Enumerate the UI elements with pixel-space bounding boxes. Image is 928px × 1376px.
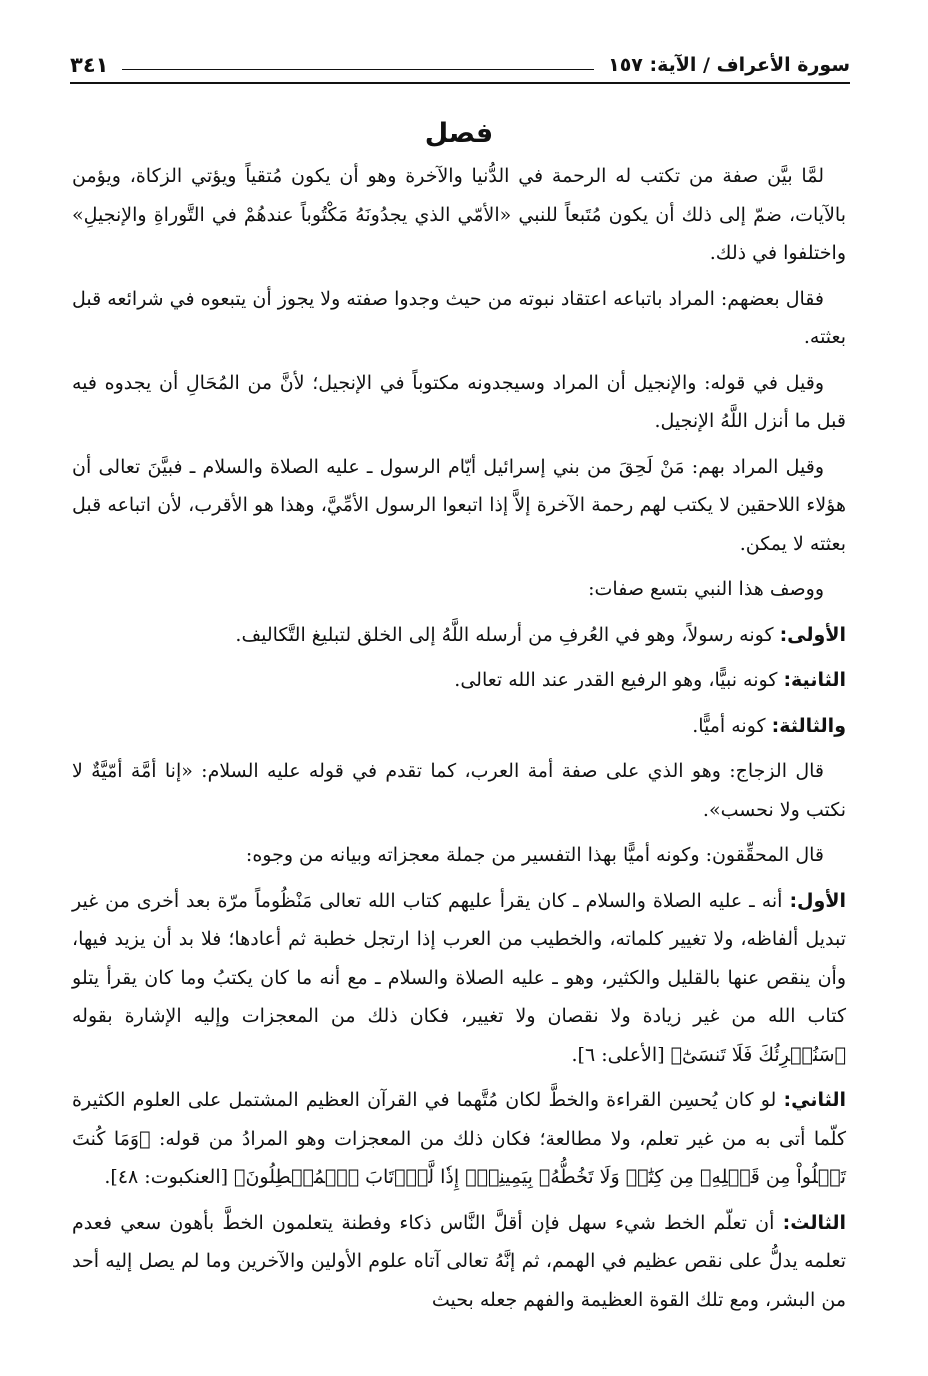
attribute-third — [72, 707, 846, 746]
aspect-label: الأول: — [789, 889, 846, 912]
paragraph-second-opinion — [72, 364, 846, 441]
paragraph-muhaqqiqun — [72, 836, 846, 875]
attribute-label: الثانية: — [783, 669, 846, 691]
paragraph-text: لمَّا بيَّن صفة من تكتب له الرحمة في الدُّنيا والآخرة وهو أن يكون مُتقياً ويؤتي الزكاة، ويؤمن بالآيات، ضمّ إلى ذلك أن يكون مُتَبعاً للنبي «الأمّي الذي يجدُونَهُ مَكْتُوباً عندهُمْ في التَّوراةِ والإنجيلِ» واختلفوا في ذلك. — [72, 165, 846, 264]
paragraph-text: لو كان يُحسِن القراءة والخطَّ لكان مُتَّهما في القرآن العظيم المشتمل على العلوم الكثيرة كلّما أتى به من غير تعلم، ولا مطالعة؛ فكان ذلك من المعجزات وهو المرادُ من قوله: ﴿وَمَا كُنتَ تَتۡلُواْ مِن قَبۡلِهِۦ مِن كِتَٰبٖ وَلَا تَخُطُّهُۥ بِيَمِينِكَۖ إِذٗا لَّٱرۡتَابَ ٱلۡمُبۡطِلُونَ﴾ [العنكبوت: ٤٨]. — [72, 1089, 846, 1188]
paragraph-text: كونه رسولاً، وهو في العُرفِ من أرسله اللَّهُ إلى الخلق لتبليغ التَّكاليف. — [235, 623, 774, 646]
section-title: فصل — [424, 118, 494, 149]
paragraph-text: كونه نبيًّا، وهو الرفيع القدر عند الله تعالى. — [454, 669, 778, 691]
attribute-second — [72, 661, 846, 700]
surah-verse-title: سورة الأعراف / الآية: ١٥٧ — [608, 54, 850, 76]
aspect-label: الثاني: — [783, 1089, 846, 1111]
paragraph-text: فقال بعضهم: المراد باتباعه اعتقاد نبوته من حيث وجدوا صفته ولا يجوز أن يتبعوه في شرائعه قبل بعثته. — [72, 287, 846, 348]
paragraph-text: ووصف هذا النبي بتسع صفات: — [588, 578, 824, 600]
paragraph-third-opinion — [72, 448, 846, 564]
attribute-label: الأولى: — [779, 623, 846, 646]
header-leader-line — [122, 69, 594, 70]
paragraph-zajjaj — [72, 752, 846, 829]
paragraph-text: كونه أميًّا. — [692, 714, 766, 737]
paragraph-text: قال الزجاج: وهو الذي على صفة أمة العرب، كما تقدم في قوله عليه السلام: «إنا أمَّة أمّيَّةٌ لا نكتب ولا نحسب». — [72, 760, 846, 821]
running-header — [70, 38, 850, 84]
attribute-label: والثالثة: — [771, 714, 846, 737]
aspect-first — [72, 882, 846, 1075]
paragraph-text: وقيل في قوله: والإنجيل أن المراد وسيجدونه مكتوباً في الإنجيل؛ لأنَّ من المُحَالِ أن يجدوه فيه قبل ما أنزل اللَّهُ الإنجيل. — [72, 371, 846, 432]
paragraph-text: وقيل المراد بهم: مَنْ لَحِقَ من بني إسرائيل أيّام الرسول ـ عليه الصلاة والسلام ـ فبيَّنَ تعالى أن هؤلاء اللاحقين لا يكتب لهم رحمة الآخرة إلاَّ إذا اتبعوا الرسول الأمِّيَّ، وهذا هو الأقرب، لأن اتباعه قبل بعثته لا يمكن. — [72, 455, 846, 555]
page-number: ٣٤١ — [70, 53, 109, 77]
aspect-second — [72, 1081, 846, 1197]
aspect-label: الثالث: — [782, 1211, 846, 1234]
attribute-first — [72, 616, 846, 655]
page-body — [72, 118, 846, 1326]
paragraph-first-opinion — [72, 280, 846, 357]
aspect-third — [72, 1204, 846, 1320]
paragraph-nine-attributes — [72, 570, 846, 609]
paragraph-text: أن تعلّم الخط شيء سهل فإن أقلَّ النَّاس ذكاء وفطنة يتعلمون الخطَّ بأهون سعي فعدم تعلمه يدلُّ على نقص عظيم في الهمم، ثم إنَّهُ تعالى آتاه علوم الأولين والآخرين وما لم يصل إليه أحد من البشر، ومع تلك القوة العظيمة والفهم جعله بحيث — [72, 1211, 846, 1311]
paragraph-text: قال المحقِّقون: وكونه أميًّا بهذا التفسير من جملة معجزاته وبيانه من وجوه: — [245, 844, 824, 866]
paragraph-intro — [72, 157, 846, 273]
paragraph-text: أنه ـ عليه الصلاة والسلام ـ كان يقرأ عليهم كتاب الله تعالى مَنْظُوماً مرّة بعد أخرى من غير تبديل ألفاظه، ولا تغيير كلماته، والخطيب من العرب إذا ارتجل خطبة ثم أعادها؛ فلا بد أن يزيد فيها، وأن ينقص عنها بالقليل والكثير، وهو ـ عليه الصلاة والسلام ـ مع أنه ما كان يكتبُ وما كان يقرأ يتلو كتاب الله من غير زيادة ولا نقصان ولا تغيير، فكان ذلك من المعجزات وإليه الإشارة بقوله ﴿سَنُقۡرِئُكَ فَلَا تَنسَىٰٓ﴾ [الأعلى: ٦]. — [72, 889, 846, 1066]
